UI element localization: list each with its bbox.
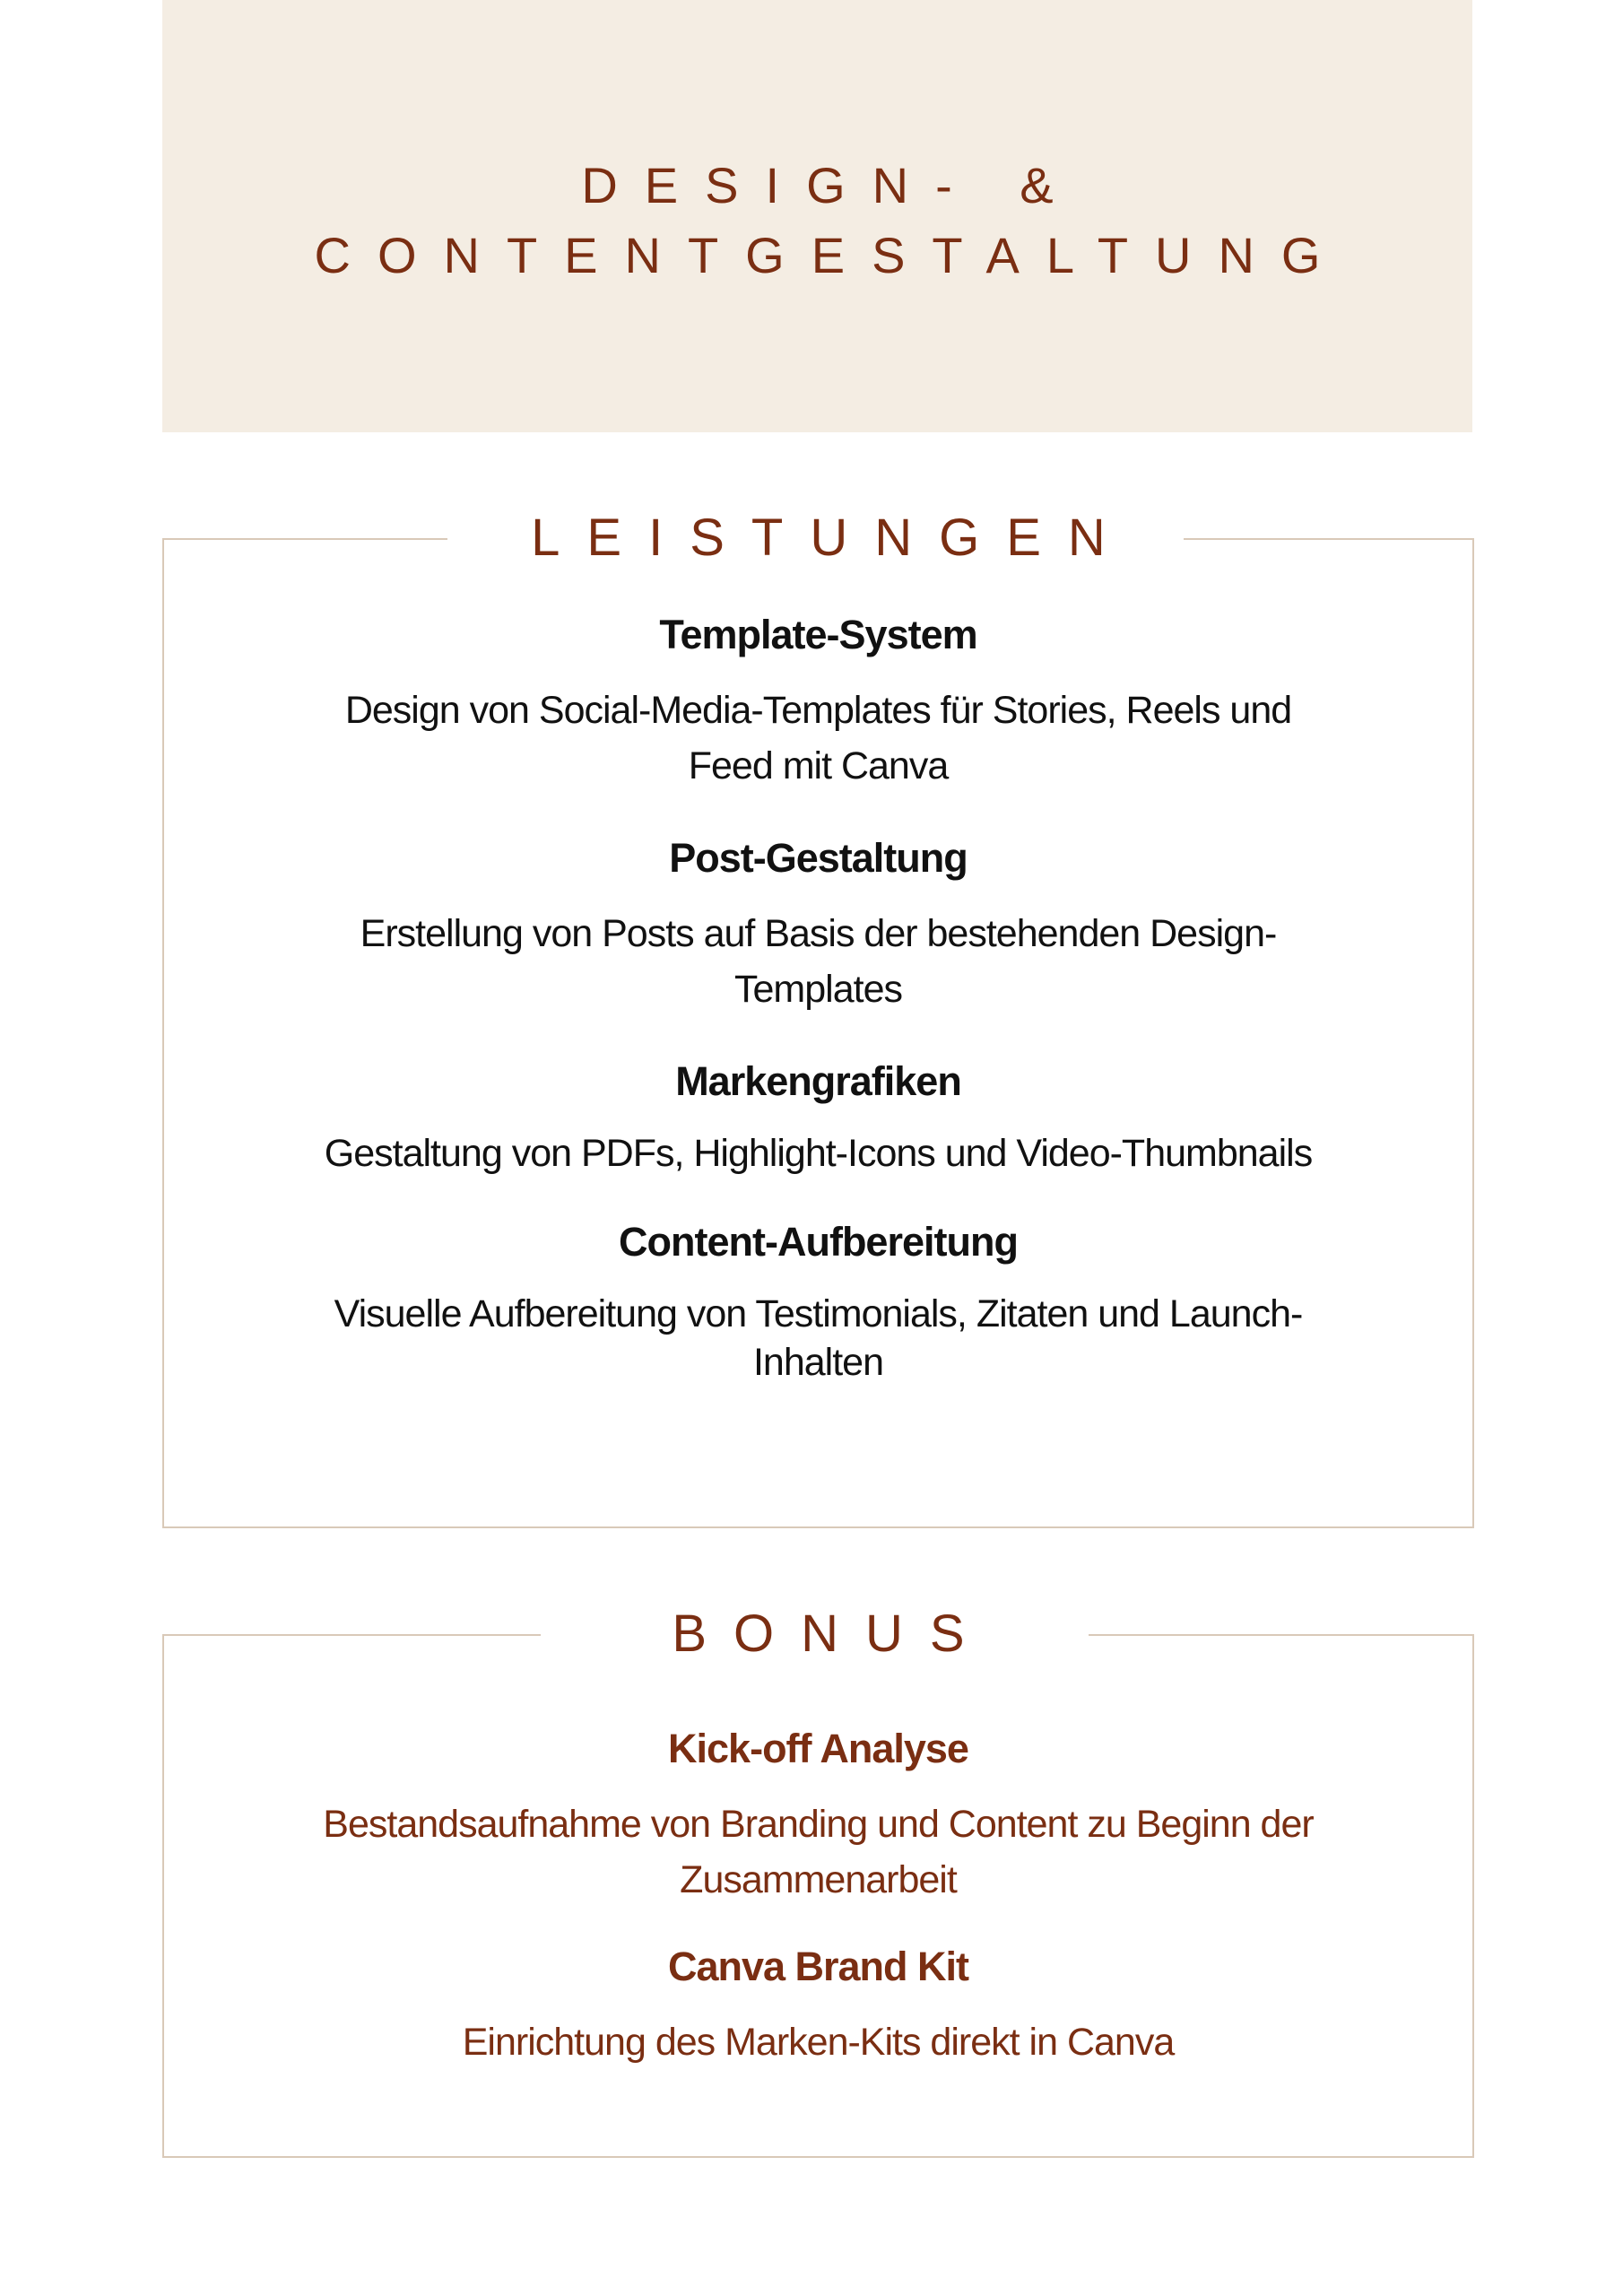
section-heading-bonus: BONUS — [672, 1605, 992, 1663]
service-title: Content-Aufbereitung — [619, 1219, 1018, 1265]
page-title-line-1: DESIGN- & — [581, 157, 1081, 213]
service-item — [164, 1057, 1472, 1178]
service-item — [164, 610, 1472, 794]
page-title-line-2: CONTENTGESTALTUNG — [314, 227, 1348, 283]
bonus-title: Kick-off Analyse — [668, 1726, 968, 1771]
bonus-section — [162, 1605, 1474, 2158]
bonus-title: Canva Brand Kit — [667, 1944, 969, 1989]
bonus-item — [164, 1724, 1472, 1908]
service-item — [164, 1217, 1472, 1387]
service-description: Design von Social-Media-Templates für Stories, Reels und Feed mit Canva — [344, 689, 1292, 787]
service-description: Gestaltung von PDFs, Highlight-Icons und Video-Thumbnails — [324, 1132, 1313, 1175]
service-title: Post-Gestaltung — [669, 835, 968, 881]
bonus-description: Bestandsaufnahme von Branding und Content zu Beginn der Zusammenarbeit — [323, 1803, 1314, 1901]
service-description: Erstellung von Posts auf Basis der bestehenden Design-Templates — [360, 912, 1277, 1011]
bonus-description: Einrichtung des Marken-Kits direkt in Canva — [462, 2021, 1175, 2064]
service-title: Markengrafiken — [675, 1058, 961, 1104]
page-title — [162, 151, 1472, 291]
leistungen-list — [164, 610, 1472, 1387]
leistungen-section — [162, 509, 1474, 1528]
bonus-item — [164, 1942, 1472, 2070]
service-description: Visuelle Aufbereitung von Testimonials, Zitaten und Launch-Inhalten — [334, 1292, 1303, 1384]
bonus-list — [164, 1724, 1472, 2070]
service-item — [164, 833, 1472, 1017]
section-heading-leistungen: LEISTUNGEN — [531, 509, 1133, 567]
header-band — [162, 0, 1472, 432]
service-title: Template-System — [659, 612, 977, 657]
